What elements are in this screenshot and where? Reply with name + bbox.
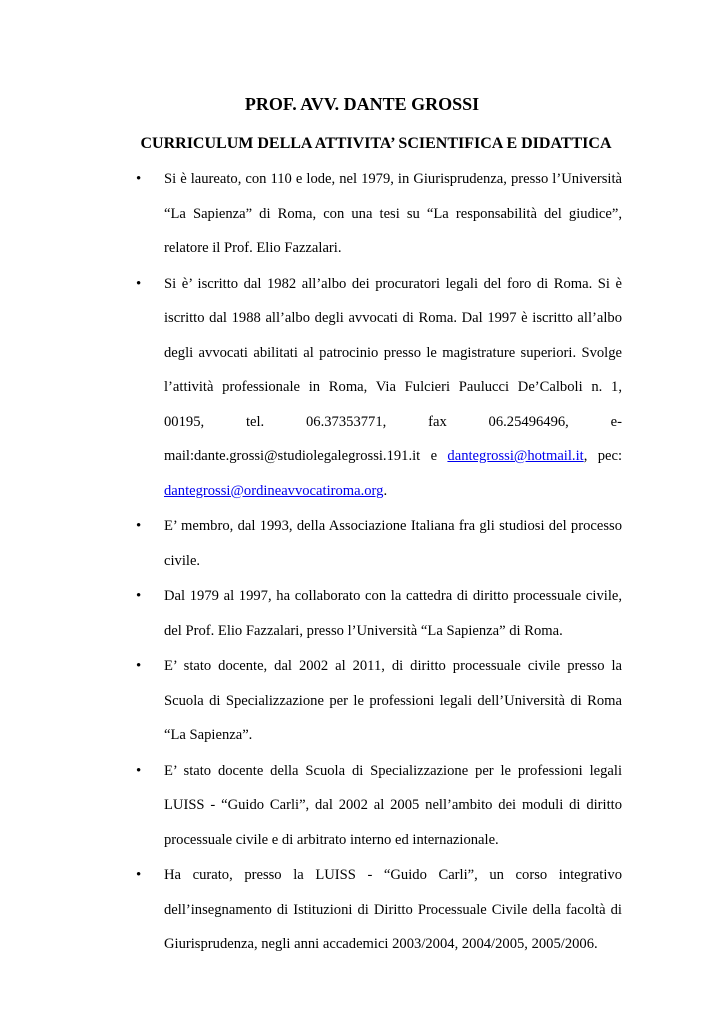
list-item-text <box>164 162 622 266</box>
list-item <box>136 579 622 648</box>
pec-line <box>164 474 622 509</box>
text-line: Giurisprudenza, negli anni accademici 2003/2004, 2004/2005, 2005/2006. <box>164 936 598 952</box>
email-link[interactable]: dantegrossi@hotmail.it <box>447 448 584 464</box>
text-line: processuale civile e di arbitrato interno ed internazionale. <box>164 831 499 848</box>
text-line: relatore il Prof. Elio Fazzalari. <box>164 240 342 256</box>
text-line: del Prof. Elio Fazzalari, presso l’Università “La Sapienza” di Roma. <box>164 622 563 639</box>
text-line: LUISS - “Guido Carli”, dal 2002 al 2005 nell’ambito dei moduli di diritto <box>164 797 622 813</box>
pec-link[interactable]: dantegrossi@ordineavvocatiroma.org <box>164 482 384 499</box>
text-line: E’ stato docente della Scuola di Specializzazione per le professioni legali <box>164 762 622 779</box>
text-line: civile. <box>164 552 201 569</box>
list-item <box>136 267 622 509</box>
text-line: “La Sapienza”. <box>164 727 253 743</box>
list-item <box>136 649 622 753</box>
text-line: Scuola di Specializzazione per le professioni legali dell’Università di Roma <box>164 692 622 709</box>
list-item <box>136 509 622 578</box>
text-line: Ha curato, presso la LUISS - “Guido Carli”, un corso integrativo <box>164 867 622 883</box>
text-line: degli avvocati abilitati al patrocinio presso le magistrature superiori. Svolge <box>164 344 622 361</box>
curriculum-list <box>136 162 622 963</box>
bullet-icon: • <box>136 171 142 187</box>
list-item <box>136 162 622 266</box>
list-item-text <box>164 579 622 648</box>
pec-suffix: . <box>383 482 388 499</box>
text-line: iscritto dal 1988 all’albo degli avvocati di Roma. Dal 1997 è iscritto all’albo <box>164 310 622 326</box>
email-line <box>164 439 622 474</box>
bullet-icon: • <box>136 588 142 604</box>
list-item-text <box>164 649 622 753</box>
list-item <box>136 754 622 858</box>
text-line: l’attività professionale in Roma, Via Fulcieri Paulucci De’Calboli n. 1, <box>164 379 622 395</box>
text-line: “La Sapienza” di Roma, con una tesi su “La responsabilità del giudice”, <box>164 205 622 222</box>
text-line: Si è’ iscritto dal 1982 all’albo dei procuratori legali del foro di Roma. Si è <box>164 275 622 292</box>
list-item-text <box>164 754 622 858</box>
text-line: Dal 1979 al 1997, ha collaborato con la cattedra di diritto processuale civile, <box>164 588 622 604</box>
page-title: PROF. AVV. DANTE GROSSI <box>244 94 480 114</box>
list-item-text <box>164 267 622 509</box>
text-line: dell’insegnamento di Istituzioni di Diritto Processuale Civile della facoltà di <box>164 901 622 918</box>
page-subtitle: CURRICULUM DELLA ATTIVITA’ SCIENTIFICA E DIDATTICA <box>140 135 612 152</box>
text-line: E’ membro, dal 1993, della Associazione Italiana fra gli studiosi del processo <box>164 518 622 534</box>
bullet-icon: • <box>136 518 142 534</box>
bullet-icon: • <box>136 762 142 779</box>
bullet-icon: • <box>136 658 142 674</box>
bullet-icon: • <box>136 867 142 883</box>
email-prefix: mail:dante.grossi@studiolegalegrossi.191.it e <box>164 448 448 464</box>
text-line: Si è laureato, con 110 e lode, nel 1979, in Giurisprudenza, presso l’Università <box>164 171 622 187</box>
text-line: E’ stato docente, dal 2002 al 2011, di diritto processuale civile presso la <box>164 658 622 674</box>
list-item-text <box>164 509 622 578</box>
list-item-text <box>164 858 622 962</box>
email-suffix: , pec: <box>583 448 622 464</box>
bullet-icon: • <box>136 275 142 292</box>
list-item <box>136 858 622 962</box>
text-line: 00195, tel. 06.37353771, fax 06.25496496, e- <box>164 413 622 430</box>
